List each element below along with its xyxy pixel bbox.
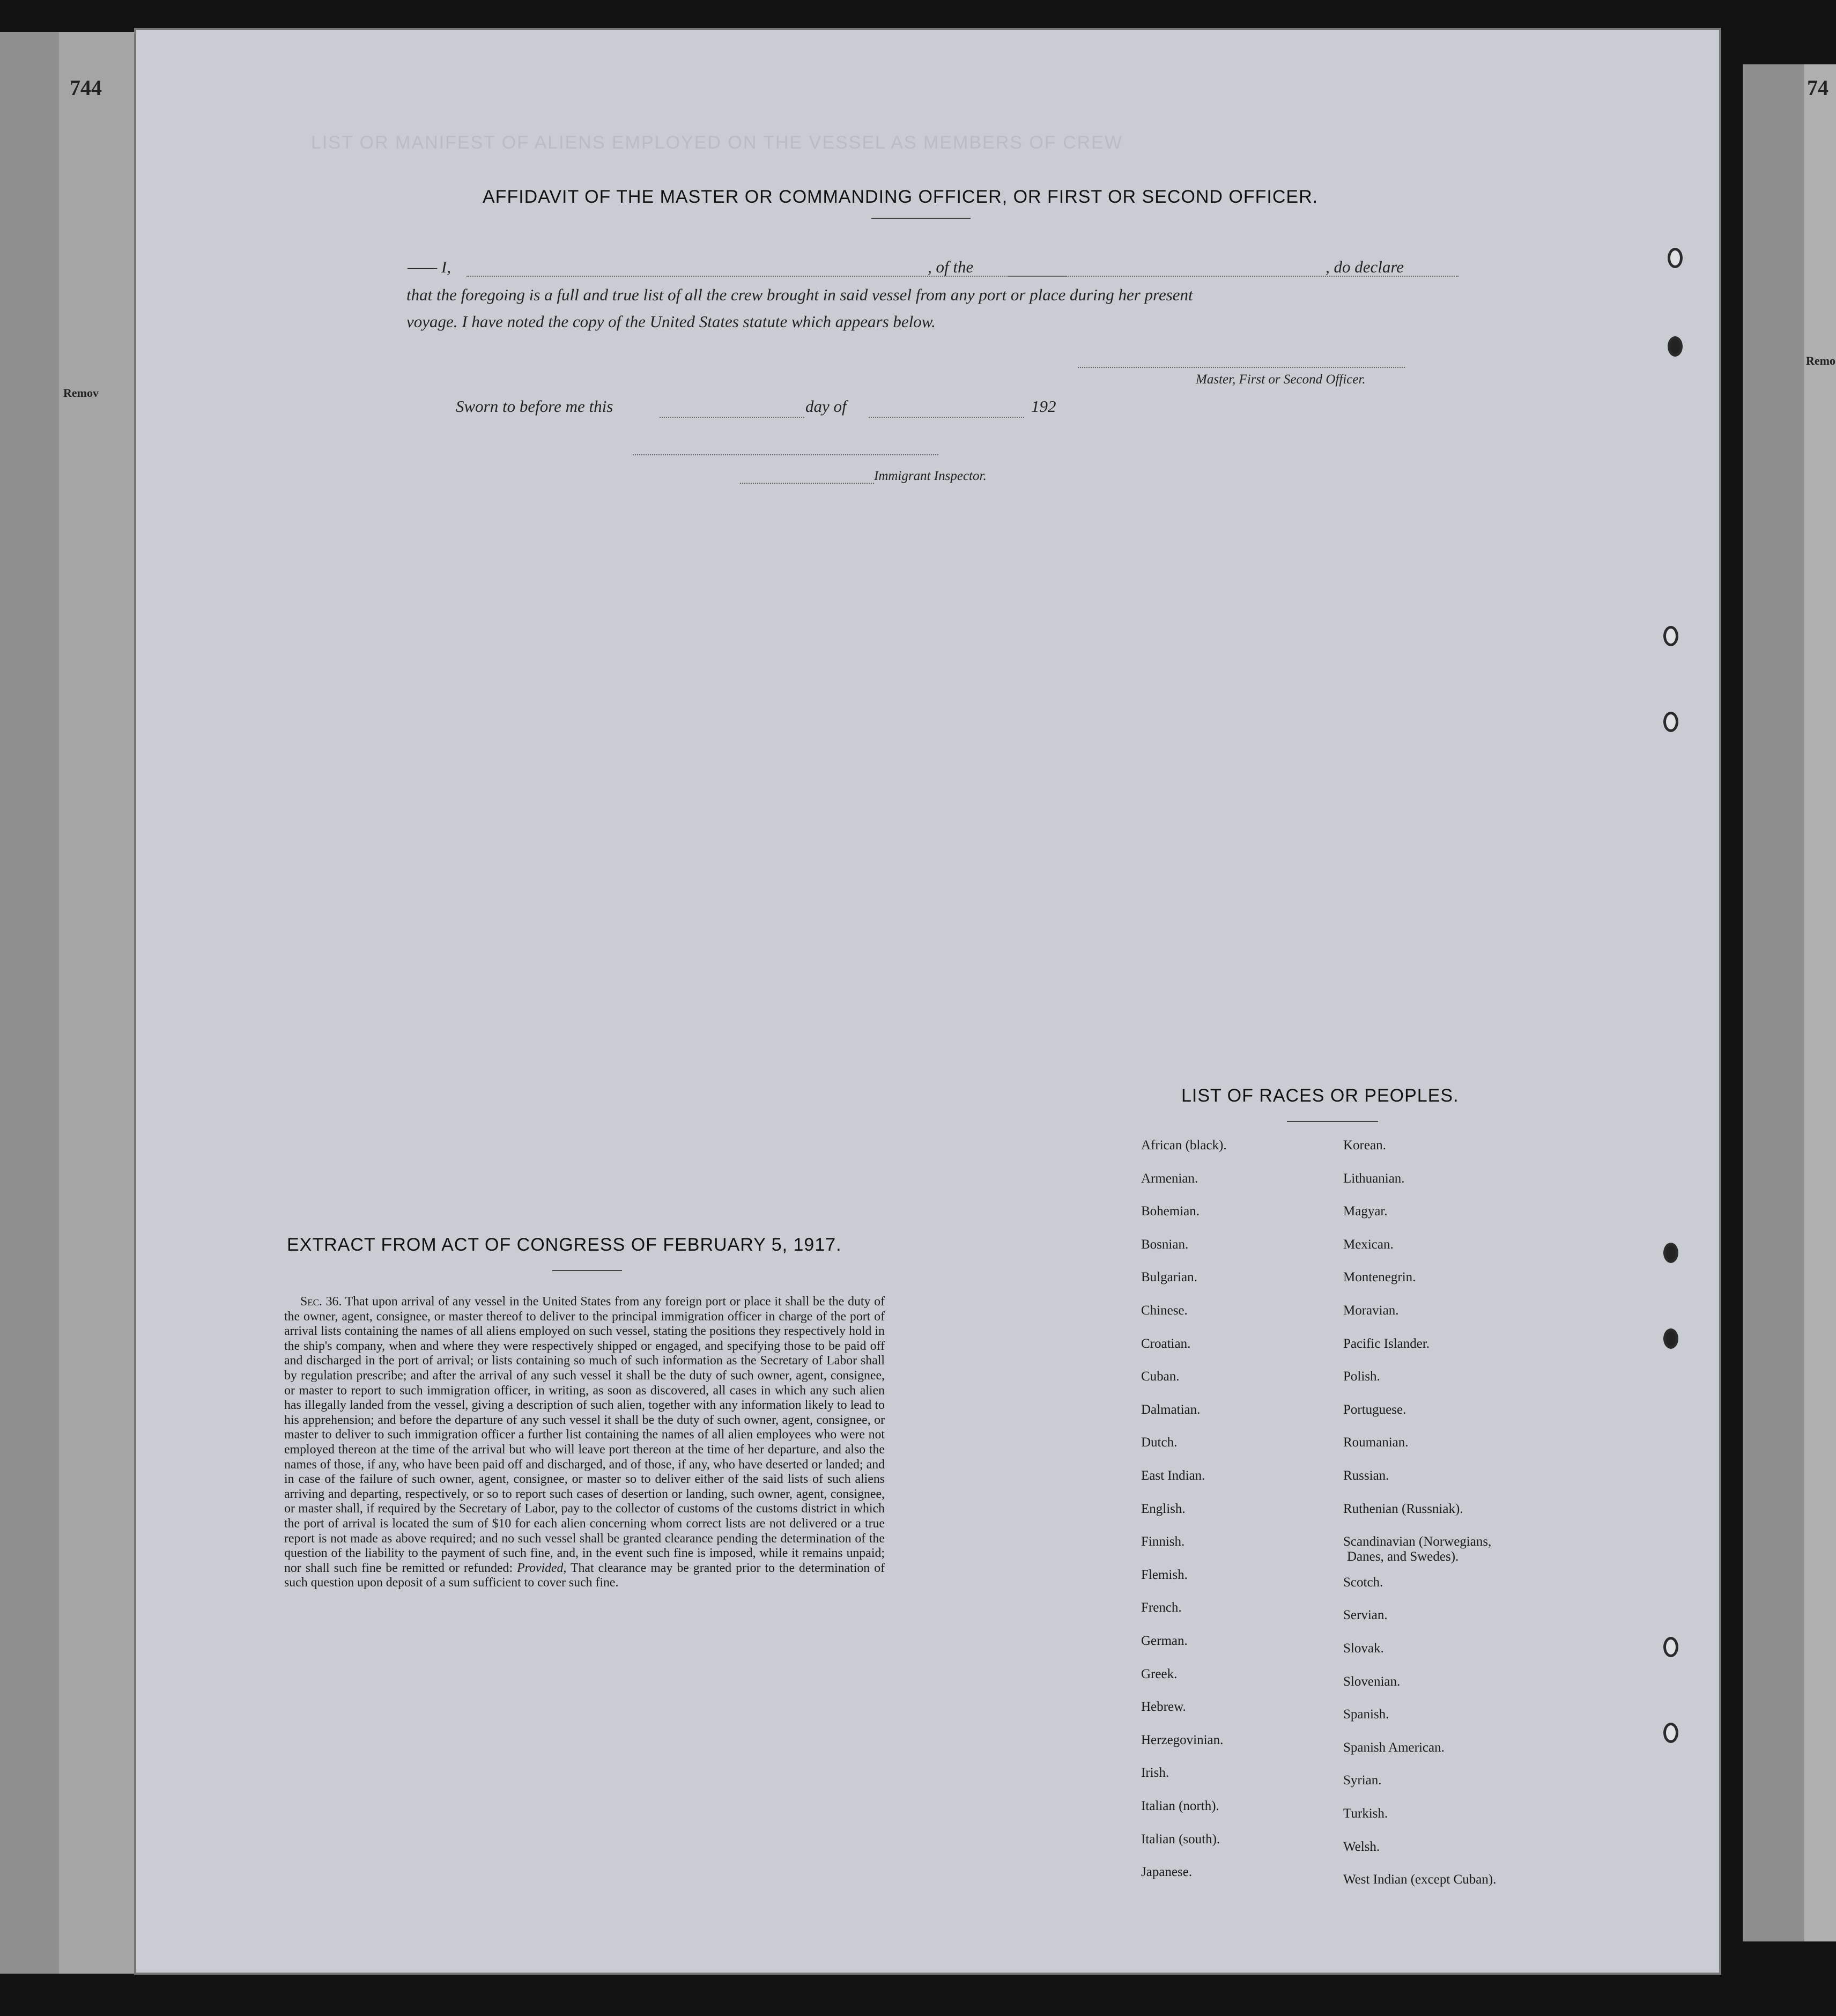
race-item: Pacific Islander. — [1343, 1336, 1430, 1351]
edge-left-label: Remov — [63, 386, 99, 400]
race-item: Roumanian. — [1343, 1435, 1409, 1450]
affidavit-title: AFFIDAVIT OF THE MASTER OR COMMANDING OFFICER, OR FIRST OR SECOND OFFICER. — [483, 187, 1319, 207]
race-item: Finnish. — [1141, 1534, 1185, 1549]
race-item: Scotch. — [1343, 1575, 1383, 1590]
race-item: Syrian. — [1343, 1773, 1382, 1788]
statute-section: Sec. 36. — [300, 1295, 342, 1309]
race-item: German. — [1141, 1634, 1188, 1648]
inspector-signature-line — [633, 454, 938, 455]
binder-hole — [1663, 626, 1678, 646]
binder-hole — [1668, 336, 1683, 357]
race-item: Croatian. — [1141, 1336, 1191, 1351]
binder-hole — [1663, 1328, 1678, 1349]
race-item: Bulgarian. — [1141, 1270, 1197, 1285]
statute-text — [284, 1295, 885, 1591]
race-item: Spanish. — [1343, 1707, 1389, 1722]
inspector-label: Immigrant Inspector. — [874, 469, 987, 483]
statute-body-1: That upon arrival of any vessel in the United States from any foreign port or place it shall be the duty of the owner, agent, consignee, or master thereof to deliver to the principal immigration officer in charge of the port of arrival lists containing the names of all aliens employed on such vessel, stating the positions they respectively hold in the ship's company, when and where they were respectively shipped or engaged, and specifying those to be paid off and discharged in the port of arrival; or lists containing so much of such information as the Secretary of Labor shall by regulation prescribe; and after the arrival of any such vessel it shall be the duty of such owner, agent, consignee, or master to report to such immigration officer, in writing, as soon as discovered, all cases in which any such alien has illegally landed from the vessel, giving a description of such alien, together with any information likely to lead to his apprehension; and before the departure of any such vessel it shall be the duty of such owner, agent, consignee, or master to deliver to such immigration officer a further list containing the names of all alien employees who were not employed thereon at the time of the arrival but who will leave port thereon at the time of her departure, and also the names of those, if any, who have been paid off and discharged, and of those, if any, who have deserted or landed; and in case of the failure of such owner, agent, consignee, or master so to deliver either of the said lists of such aliens arriving and departing, respectively, or so to report such cases of desertion or landing, such owner, agent, consignee, or master shall, if required by the Secretary of Labor, pay to the collector of customs of the customs district in which the port of arrival is located the sum of $10 for each alien concerning whom correct lists are not delivered or a true report is not made as above required; and no such vessel shall be granted clearance pending the determination of the question of the liability to the payment of such fine, and, in the event such fine is imposed, while it remains unpaid; nor shall such fine be remitted or refunded: — [284, 1295, 885, 1575]
sworn-day-label: day of — [805, 397, 847, 416]
race-item: Lithuanian. — [1343, 1171, 1405, 1186]
race-item: Montenegrin. — [1343, 1270, 1416, 1285]
race-item: English. — [1141, 1501, 1186, 1516]
signature-line — [1078, 367, 1405, 368]
binder-hole — [1663, 712, 1678, 732]
affidavit-line-2: that the foregoing is a full and true list of all the crew brought in said vessel from any port or place during her present — [406, 285, 1193, 304]
race-item: Polish. — [1343, 1369, 1380, 1384]
race-item: Bohemian. — [1141, 1204, 1200, 1219]
race-item: Italian (north). — [1141, 1799, 1219, 1813]
statute-body-2: That clearance may be granted prior to the determination of such question upon deposit of a sum sufficient to cover such fine. — [284, 1561, 885, 1590]
race-item: Herzegovinian. — [1141, 1732, 1224, 1747]
race-item: African (black). — [1141, 1138, 1227, 1153]
race-item: Flemish. — [1141, 1567, 1188, 1582]
race-item: French. — [1141, 1600, 1182, 1615]
race-item: Spanish American. — [1343, 1740, 1445, 1755]
race-item: Chinese. — [1141, 1303, 1188, 1318]
affidavit-line-3: voyage. I have noted the copy of the United States statute which appears below. — [406, 312, 936, 331]
race-item: Turkish. — [1343, 1806, 1388, 1821]
race-item: Russian. — [1343, 1468, 1389, 1483]
affidavit-of-the: , of the — [928, 257, 974, 276]
race-item: Dalmatian. — [1141, 1402, 1201, 1417]
adjacent-page-right-strip — [1804, 64, 1836, 1941]
signature-label: Master, First or Second Officer. — [1196, 372, 1366, 387]
edge-right-number: 74 — [1807, 76, 1828, 100]
name-blank — [467, 276, 1067, 277]
races-title: LIST OF RACES OR PEOPLES. — [1181, 1085, 1459, 1106]
race-item: Mexican. — [1343, 1237, 1394, 1252]
binder-hole — [1668, 248, 1683, 268]
race-item: Servian. — [1343, 1608, 1388, 1623]
extract-title-underline — [552, 1270, 622, 1271]
edge-right-label: Remo — [1806, 354, 1835, 367]
extract-title: EXTRACT FROM ACT OF CONGRESS OF FEBRUARY 5, 1917. — [287, 1235, 842, 1255]
sworn-day-blank — [660, 417, 804, 418]
race-item: Cuban. — [1141, 1369, 1180, 1384]
adjacent-page-left-strip — [59, 32, 134, 1974]
inspector-dotted-lead — [740, 483, 874, 484]
race-item: Italian (south). — [1141, 1832, 1220, 1847]
binder-hole — [1663, 1243, 1678, 1263]
race-item: Armenian. — [1141, 1171, 1198, 1186]
race-item: Scandinavian (Norwegians, — [1343, 1534, 1492, 1549]
race-item: Moravian. — [1343, 1303, 1399, 1318]
race-item: East Indian. — [1141, 1468, 1205, 1483]
race-item: Japanese. — [1141, 1865, 1193, 1880]
race-item: Welsh. — [1343, 1839, 1380, 1854]
affidavit-declare: , do declare — [1326, 257, 1404, 276]
races-title-underline — [1287, 1121, 1378, 1122]
race-item: Magyar. — [1343, 1204, 1388, 1219]
race-item: West Indian (except Cuban). — [1343, 1872, 1497, 1887]
race-item: Slovak. — [1343, 1641, 1384, 1656]
race-item: Irish. — [1141, 1766, 1169, 1781]
race-item: Bosnian. — [1141, 1237, 1189, 1252]
sworn-prefix: Sworn to before me this — [456, 397, 613, 416]
race-item: Slovenian. — [1343, 1674, 1401, 1689]
race-item: Korean. — [1343, 1138, 1386, 1153]
race-item: Greek. — [1141, 1666, 1178, 1681]
bleed-through-header: LIST OR MANIFEST OF ALIENS EMPLOYED ON THE VESSEL AS MEMBERS OF CREW — [311, 132, 1123, 153]
adjacent-page-left — [0, 32, 142, 1974]
race-item: Hebrew. — [1141, 1700, 1186, 1715]
binder-hole — [1663, 1637, 1678, 1657]
race-item: Dutch. — [1141, 1435, 1178, 1450]
title-underline — [871, 218, 971, 219]
affidavit-i: —— I, — [408, 257, 451, 276]
race-item: Danes, and Swedes). — [1347, 1549, 1459, 1564]
sworn-year: 192 — [1031, 397, 1056, 416]
race-item: Ruthenian (Russniak). — [1343, 1501, 1463, 1516]
statute-provided: Provided, — [517, 1561, 567, 1575]
adjacent-page-right — [1743, 64, 1836, 1941]
binder-hole — [1663, 1723, 1678, 1743]
sworn-month-blank — [869, 417, 1024, 418]
race-item: Portuguese. — [1343, 1402, 1406, 1417]
edge-left-number: 744 — [70, 76, 102, 100]
manifest-page — [134, 28, 1721, 1975]
